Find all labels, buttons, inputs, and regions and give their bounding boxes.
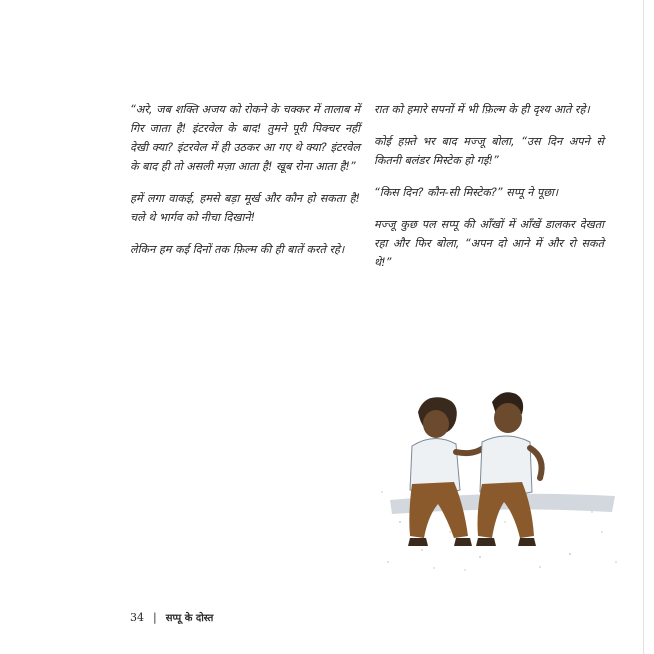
page-edge-line [643, 0, 644, 654]
page-footer [130, 610, 213, 624]
paragraph: लेकिन हम कई दिनों तक फ़िल्म की ही बातें करते रहे। [130, 243, 345, 256]
left-text-column [130, 100, 360, 272]
paragraph: “किस दिन? कौन-सी मिस्टेक?” सप्पू ने पूछा। [374, 186, 559, 199]
two-boys-illustration [370, 372, 632, 577]
paragraph: रात को हमारे सपनों में भी फ़िल्म के ही दृश्य आते रहे। [374, 103, 590, 116]
paragraph: मज्जू कुछ पल सप्पू की आँखों में आँखें डालकर देखता रहा और फिर बोला, “अपन दो आने में और रो सकते थे!” [374, 218, 604, 269]
paragraph: हमें लगा वाकई, हमसे बड़ा मूर्ख और कौन हो सकता है! चले थे भार्गव को नीचा दिखाने! [130, 192, 360, 224]
right-text-column [374, 100, 604, 285]
book-title: सप्पू के दोस्त [165, 613, 214, 624]
footer-separator: | [153, 611, 157, 624]
paragraph: “अरे, जब शक्ति अजय को रोकने के चक्कर में तालाब में गिर जाता है! इंटरवेल के बाद! तुमने पूरी पिक्चर नहीं देखी क्या? इंटरवेल में ही उठकर आ गए थे क्या? इंटरवेल के बाद ही तो असली मज़ा आता है! खूब रोना आता है!” [130, 103, 360, 173]
page-number: 34 [130, 611, 144, 624]
paragraph: कोई हफ़्ते भर बाद मज्जू बोला, “उस दिन अपने से कितनी बलंडर मिस्टेक हो गई!” [374, 135, 604, 167]
